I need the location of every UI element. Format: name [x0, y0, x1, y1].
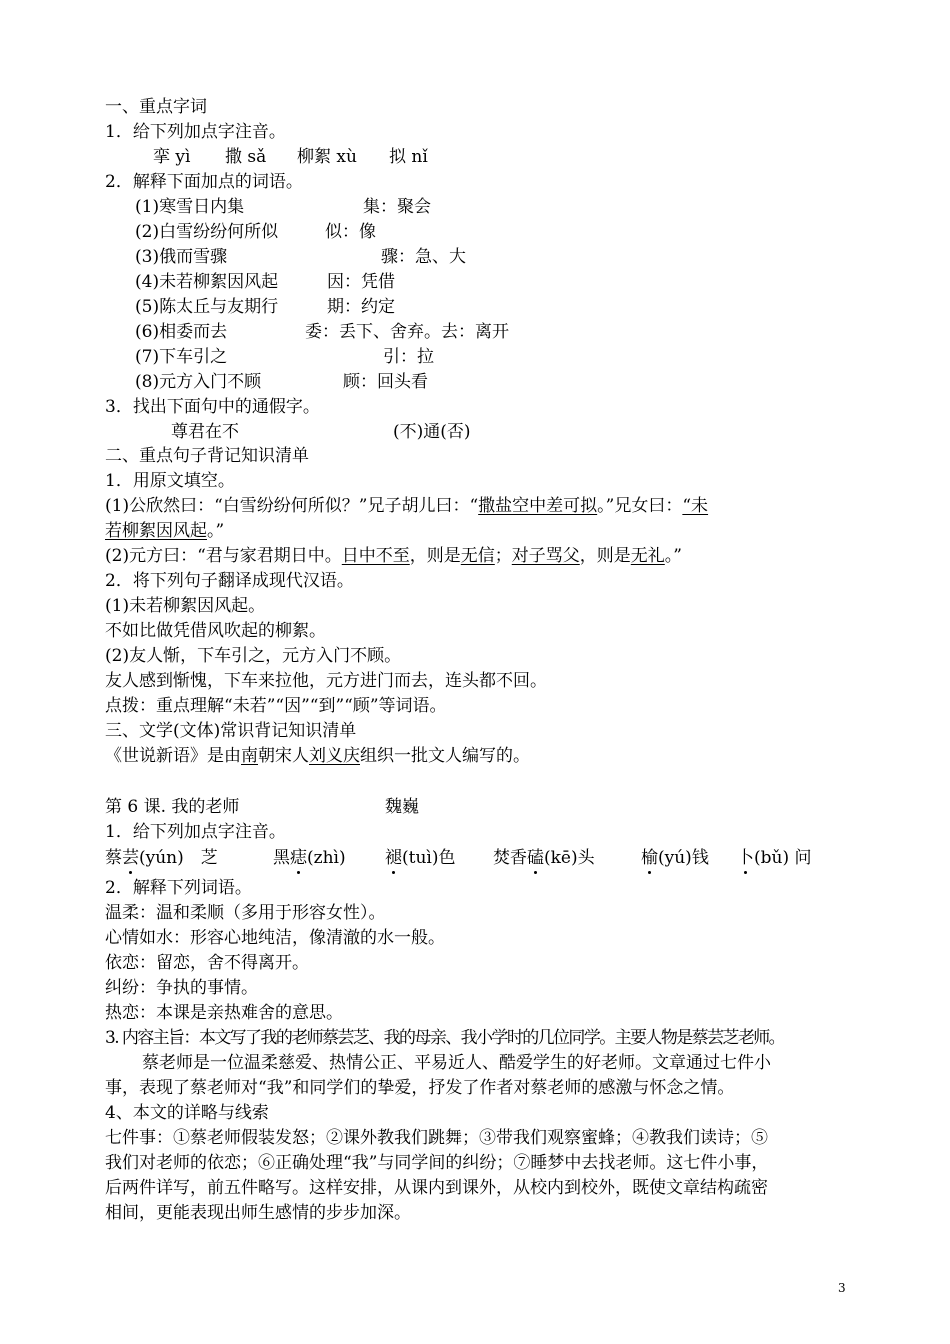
- gloss-meaning: 引：拉: [383, 347, 434, 367]
- tongjia-phrase: 尊君在不: [171, 422, 239, 442]
- fill-text: (1)公欣然曰：“白雪纷纷何所似？”兄子胡儿曰：“: [105, 496, 479, 516]
- l6-question-2: 2．解释下列词语。: [105, 878, 252, 898]
- section-3-title: 三、文学(文体)常识背记知识清单: [105, 721, 357, 741]
- gloss-meaning: 委：丢下、舍弃。去：离开: [305, 322, 509, 342]
- pinyin-item: 拟 nǐ: [389, 147, 428, 167]
- lit-answer: 南: [241, 746, 258, 766]
- fill-answer: “未: [682, 496, 709, 516]
- definition-line: 热恋：本课是亲热难舍的意思。: [105, 1003, 343, 1023]
- theme-paragraph-line: 事，表现了蔡老师对“我”和同学们的挚爱，抒发了作者对蔡老师的感激与怀念之情。: [105, 1078, 735, 1098]
- fill-answer: 无信: [460, 546, 495, 566]
- s1-question-3: 3．找出下面句中的通假字。: [105, 397, 320, 417]
- page-number: 3: [838, 1281, 846, 1295]
- s2-question-1: 1．用原文填空。: [105, 471, 235, 491]
- gloss-meaning: 因：凭借: [327, 272, 395, 292]
- lit-text: 朝宋人: [258, 746, 309, 766]
- lit-answer: 刘义庆: [309, 746, 360, 766]
- gloss-row-4: [135, 270, 395, 294]
- gloss-phrase: (3)俄而雪骤: [135, 247, 228, 267]
- theme-line: 3. 内容主旨：本文写了我的老师蔡芸芝、我的母亲、我小学时的几位同学。主要人物是蔡芸芝老师。: [105, 1028, 785, 1048]
- pinyin-item: 蔡芸(yún) 芝: [105, 848, 218, 868]
- definition-line: 依恋：留恋，舍不得离开。: [105, 953, 309, 973]
- definition-line: 温柔：温和柔顺（多用于形容女性）。: [105, 903, 386, 923]
- fill-text: ，则是: [409, 546, 461, 566]
- gloss-meaning: 期：约定: [327, 297, 395, 317]
- lesson-author: 魏巍: [385, 797, 419, 817]
- pinyin-item: 榆(yú)钱: [641, 848, 709, 868]
- fill-text: ；: [494, 546, 512, 566]
- gloss-phrase: (6)相委而去: [135, 322, 228, 342]
- gloss-meaning: 顾：回头看: [343, 372, 428, 392]
- gloss-row-3: [135, 245, 466, 269]
- fill-line-3: [105, 544, 682, 568]
- pinyin-item: 焚香磕(kē)头: [493, 848, 595, 868]
- structure-paragraph-line: 我们对老师的依恋；⑥正确处理“我”与同学间的纠纷；⑦睡梦中去找老师。这七件小事，: [105, 1153, 769, 1173]
- fill-text: 。”: [664, 546, 682, 566]
- fill-text: (2)元方曰：“君与家君期日中。: [105, 546, 342, 566]
- gloss-phrase: (1)寒雪日内集: [135, 197, 245, 217]
- section-1-title: 一、重点字词: [105, 97, 207, 117]
- tongjia-row: [171, 420, 471, 444]
- gloss-meaning: 集：聚会: [363, 197, 431, 217]
- pinyin-item: 褪(tuì)色: [385, 848, 456, 868]
- gloss-row-2: [135, 220, 376, 244]
- s2-question-2: 2．将下列句子翻译成现代汉语。: [105, 571, 354, 591]
- lesson-6-header: [105, 795, 419, 819]
- pinyin-item: 黑痣(zhì): [273, 848, 346, 868]
- lit-text: 组织一批文人编写的。: [360, 746, 530, 766]
- fill-text: ，则是: [579, 546, 631, 566]
- s1-pinyin-row: [153, 145, 428, 169]
- gloss-phrase: (8)元方入门不顾: [135, 372, 262, 392]
- s1-question-2: 2．解释下面加点的词语。: [105, 172, 303, 192]
- s1-question-1: 1．给下列加点字注音。: [105, 122, 286, 142]
- fill-line-2: [105, 519, 224, 543]
- gloss-row-1: [135, 195, 431, 219]
- pinyin-item: 卜(bǔ) 问: [737, 848, 812, 868]
- lit-text: 《世说新语》是由: [105, 746, 241, 766]
- gloss-phrase: (4)未若柳絮因风起: [135, 272, 279, 292]
- section-2-title: 二、重点句子背记知识清单: [105, 446, 309, 466]
- pinyin-item: 柳絮 xù: [297, 147, 357, 167]
- fill-answer: 若柳絮因风起: [105, 521, 207, 541]
- gloss-phrase: (5)陈太丘与友期行: [135, 297, 279, 317]
- translate-answer-1: 不如比做凭借风吹起的柳絮。: [105, 621, 326, 641]
- gloss-row-5: [135, 295, 395, 319]
- fill-answer: 日中不至: [341, 546, 410, 566]
- l6-pinyin-row: [105, 846, 812, 870]
- fill-answer: 无礼: [630, 546, 665, 566]
- translate-source-2: (2)友人惭，下车引之，元方入门不顾。: [105, 646, 402, 666]
- gloss-row-7: [135, 345, 434, 369]
- gloss-phrase: (2)白雪纷纷何所似: [135, 222, 279, 242]
- literature-line: [105, 744, 530, 768]
- fill-text: 。”兄女曰：: [597, 496, 683, 516]
- gloss-phrase: (7)下车引之: [135, 347, 228, 367]
- l6-question-1: 1．给下列加点字注音。: [105, 822, 286, 842]
- l6-question-4: 4、本文的详略与线索: [105, 1103, 269, 1123]
- fill-text: 。”: [207, 521, 225, 541]
- tongjia-answer: (不)通(否): [393, 422, 471, 442]
- translate-answer-2: 友人感到惭愧，下车来拉他，元方进门而去，连头都不回。: [105, 671, 547, 691]
- fill-answer: 对子骂父: [511, 546, 580, 566]
- pinyin-item: 挛 yì: [153, 147, 191, 167]
- gloss-row-8: [135, 370, 428, 394]
- theme-paragraph-line: 蔡老师是一位温柔慈爱、热情公正、平易近人、酷爱学生的好老师。文章通过七件小: [142, 1053, 771, 1073]
- fill-line-1: [105, 494, 708, 518]
- translate-source-1: (1)未若柳絮因风起。: [105, 596, 266, 616]
- definition-line: 心情如水：形容心地纯洁，像清澈的水一般。: [105, 928, 445, 948]
- definition-line: 纠纷：争执的事情。: [105, 978, 258, 998]
- structure-paragraph-line: 相间，更能表现出师生感情的步步加深。: [105, 1203, 411, 1223]
- gloss-row-6: [135, 320, 509, 344]
- pinyin-item: 撒 sǎ: [225, 147, 267, 167]
- structure-paragraph-line: 七件事：①蔡老师假装发怒；②课外教我们跳舞；③带我们观察蜜蜂；④教我们读诗；⑤: [105, 1128, 768, 1148]
- lesson-title: 第 6 课. 我的老师: [105, 797, 240, 817]
- structure-paragraph-line: 后两件详写，前五件略写。这样安排，从课内到课外，从校内到校外，既使文章结构疏密: [105, 1178, 768, 1198]
- gloss-meaning: 似：像: [325, 222, 376, 242]
- tip-line: 点拨：重点理解“未若”“因”“到”“顾”等词语。: [105, 696, 447, 716]
- gloss-meaning: 骤：急、大: [381, 247, 466, 267]
- fill-answer: 撒盐空中差可拟: [478, 496, 598, 516]
